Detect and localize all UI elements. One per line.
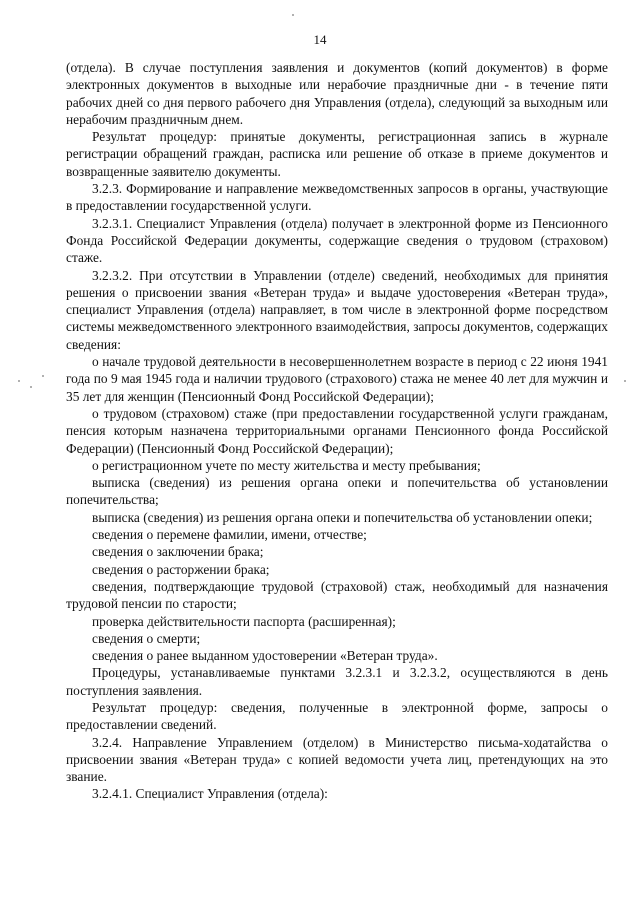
scan-speck (42, 375, 44, 377)
paragraph: Результат процедур: сведения, полученные в электронной форме, запросы о предоставлении сведений. (66, 699, 608, 733)
paragraph: 3.2.3. Формирование и направление межведомственных запросов в органы, участвующие в предоставлении государственной услуги. (66, 181, 608, 214)
document-body (66, 59, 608, 803)
paragraph: проверка действительности паспорта (расширенная); (92, 613, 396, 629)
paragraph: о трудовом (страховом) стаже (при предоставлении государственной услуги гражданам, пенсия которым назначена территориальными органами Пенсионного фонда Российской Федерации) (Пенсионный Фонд Российской Федерации); (66, 405, 608, 456)
paragraph: сведения о расторжении брака; (92, 561, 270, 577)
paragraph: Процедуры, устанавливаемые пунктами 3.2.3.1 и 3.2.3.2, осуществляются в день поступления заявления. (66, 665, 608, 698)
paragraph: (отдела). В случае поступления заявления и документов (копий документов) в форме электронных документов в выходные или нерабочие праздничные дни - в течение пяти рабочих дней со дня первого рабочего дня Управления (отдела), следующий за выходным или нерабочим праздничным днем. (66, 60, 608, 127)
paragraph: выписка (сведения) из решения органа опеки и попечительства об установлении попечительства; (66, 475, 608, 508)
paragraph: сведения о ранее выданном удостоверении «Ветеран труда». (92, 648, 438, 664)
paragraph: сведения о перемене фамилии, имени, отчестве; (92, 527, 367, 543)
scan-speck (292, 14, 294, 16)
paragraph: о начале трудовой деятельности в несовершеннолетнем возрасте в период с 22 июня 1941 года по 9 мая 1945 года и наличии трудового (страхового) стажа не менее 40 лет для мужчин и 35 лет для женщин (Пенсионный Фонд Российской Федерации); (66, 354, 608, 404)
paragraph: 3.2.4.1. Специалист Управления (отдела): (92, 786, 328, 802)
paragraph: сведения о смерти; (92, 630, 201, 646)
paragraph: о регистрационном учете по месту жительства и месту пребывания; (92, 457, 481, 473)
scan-speck (624, 380, 626, 382)
page-number: 14 (313, 32, 327, 47)
scan-speck (18, 380, 20, 382)
paragraph: 3.2.3.1. Специалист Управления (отдела) получает в электронной форме из Пенсионного Фонда Российской Федерации документы, содержащие сведения о трудовом (страховом) стаже. (66, 215, 608, 266)
scan-speck (30, 386, 32, 388)
paragraph: 3.2.3.2. При отсутствии в Управлении (отделе) сведений, необходимых для принятия решения о присвоении звания «Ветеран труда» и выдаче удостоверения «Ветеран труда», специалист Управления (отдела) направляет, в том числе в электронной форме посредством системы межведомственного электронного взаимодействия, запросы документов, содержащих сведения: (66, 267, 608, 352)
paragraph: сведения, подтверждающие трудовой (страховой) стаж, необходимый для назначения трудовой пенсии по старости; (66, 578, 608, 612)
paragraph: выписка (сведения) из решения органа опеки и попечительства об установлении опеки; (92, 509, 593, 525)
paragraph: сведения о заключении брака; (92, 544, 264, 560)
paragraph: Результат процедур: принятые документы, регистрационная запись в журнале регистрации обращений граждан, расписка или решение об отказе в приеме документов и возвращенные заявителю документы. (66, 129, 608, 179)
paragraph: 3.2.4. Направление Управлением (отделом) в Министерство письма-ходатайства о присвоении звания «Ветеран труда» с копией ведомости учета лиц, претендующих на это звание. (66, 734, 608, 785)
